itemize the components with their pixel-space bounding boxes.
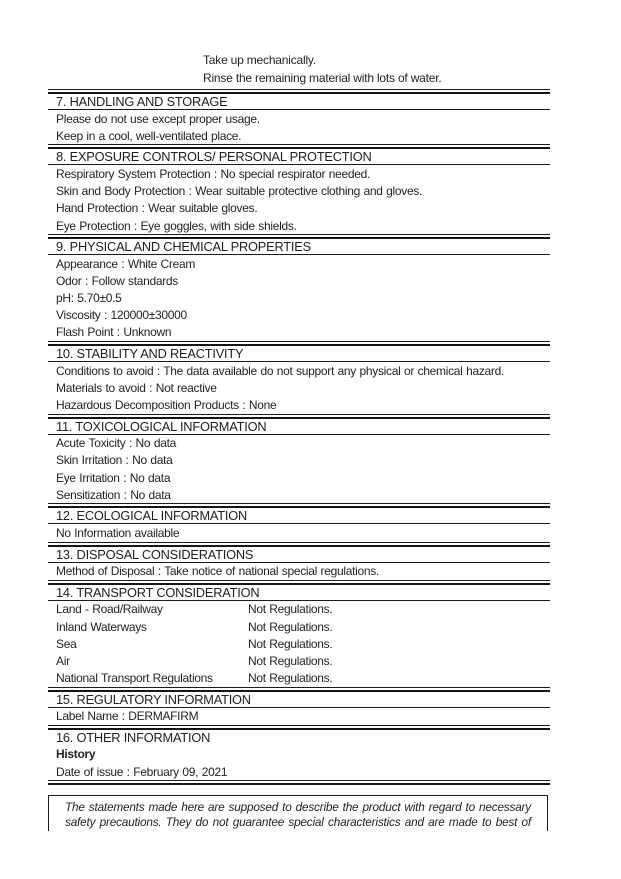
section-regulatory-information [48,690,550,726]
history-subheading: History [56,747,96,762]
section-body [48,601,550,688]
section-toxicological-information [48,417,550,505]
section-title: 8. EXPOSURE CONTROLS/ PERSONAL PROTECTION [48,147,550,165]
document-end-rule [48,783,550,785]
transport-regulation-value: Not Regulations. [248,653,333,668]
transport-row [48,670,550,687]
transport-regulation-value: Not Regulations. [248,671,333,686]
section-ecological-information [48,506,550,542]
transport-mode-label: National Transport Regulations [56,671,213,686]
transport-row [48,601,550,618]
section-body [48,435,550,505]
section-title: 16. OTHER INFORMATION [48,728,550,746]
doc-line: Skin Irritation : No data [56,453,173,468]
section-body [48,524,550,542]
doc-line: Date of issue : February 09, 2021 [56,764,228,779]
section-handling-and-storage [48,92,550,145]
section-title: 11. TOXICOLOGICAL INFORMATION [48,417,550,435]
section-body [48,255,550,342]
doc-line: Appearance : White Cream [56,256,196,271]
section-disposal-considerations [48,545,550,581]
transport-mode-label: Air [56,653,70,668]
doc-line: Hazardous Decomposition Products : None [56,398,277,413]
transport-mode-label: Sea [56,636,77,651]
transport-row [48,635,550,652]
transport-mode-label: Land - Road/Railway [56,602,163,617]
doc-line: pH: 5.70±0.5 [56,291,122,306]
section-body [48,746,550,781]
doc-line: Respiratory System Protection : No special respirator needed. [56,166,371,181]
section-body [48,362,550,415]
transport-row [48,652,550,669]
intro-block [48,51,550,90]
intro-line: Rinse the remaining material with lots of water. [203,71,442,85]
doc-line: Label Name : DERMAFIRM [56,709,199,724]
section-title: 15. REGULATORY INFORMATION [48,690,550,708]
section-title: 9. PHYSICAL AND CHEMICAL PROPERTIES [48,237,550,255]
section-transport-consideration [48,583,550,688]
doc-line: Odor : Follow standards [56,273,178,288]
doc-line: No Information available [56,525,180,540]
doc-line: Skin and Body Protection : Wear suitable protective clothing and gloves. [56,184,423,199]
doc-line: Viscosity : 120000±30000 [56,308,187,323]
section-title: 10. STABILITY AND REACTIVITY [48,344,550,362]
section-physical-chemical-properties [48,237,550,342]
section-body [48,110,550,145]
doc-line: Hand Protection : Wear suitable gloves. [56,201,258,216]
doc-line: Sensitization : No data [56,487,171,502]
transport-mode-label: Inland Waterways [56,619,147,634]
section-body [48,563,550,581]
section-exposure-controls [48,147,550,235]
section-stability-reactivity [48,344,550,415]
transport-regulation-value: Not Regulations. [248,636,333,651]
intro-line: Take up mechanically. [203,53,316,67]
doc-line: Acute Toxicity : No data [56,436,176,451]
disclaimer-box [48,795,548,831]
doc-line: Eye Irritation : No data [56,470,171,485]
doc-line: Please do not use except proper usage. [56,111,260,126]
section-body [48,165,550,235]
doc-line: Method of Disposal : Take notice of national special regulations. [56,564,379,579]
doc-line: Flash Point : Unknown [56,325,172,340]
doc-line: Keep in a cool, well-ventilated place. [56,128,242,143]
transport-regulation-value: Not Regulations. [248,602,333,617]
transport-row [48,618,550,635]
doc-line: Eye Protection : Eye goggles, with side shields. [56,218,297,233]
section-title: 13. DISPOSAL CONSIDERATIONS [48,545,550,563]
section-other-information [48,728,550,781]
doc-line: Conditions to avoid : The data available do not support any physical or chemical hazard. [56,363,504,378]
disclaimer-line: safety precautions. They do not guarantee special characteristics and are made to best of [65,814,531,829]
transport-regulation-value: Not Regulations. [248,619,333,634]
section-body [48,708,550,726]
doc-line: Materials to avoid : Not reactive [56,380,217,395]
section-title: 12. ECOLOGICAL INFORMATION [48,506,550,524]
disclaimer-line: The statements made here are supposed to describe the product with regard to necessary [65,800,531,815]
document-content [48,0,550,831]
section-title: 14. TRANSPORT CONSIDERATION [48,583,550,601]
section-title: 7. HANDLING AND STORAGE [48,92,550,110]
